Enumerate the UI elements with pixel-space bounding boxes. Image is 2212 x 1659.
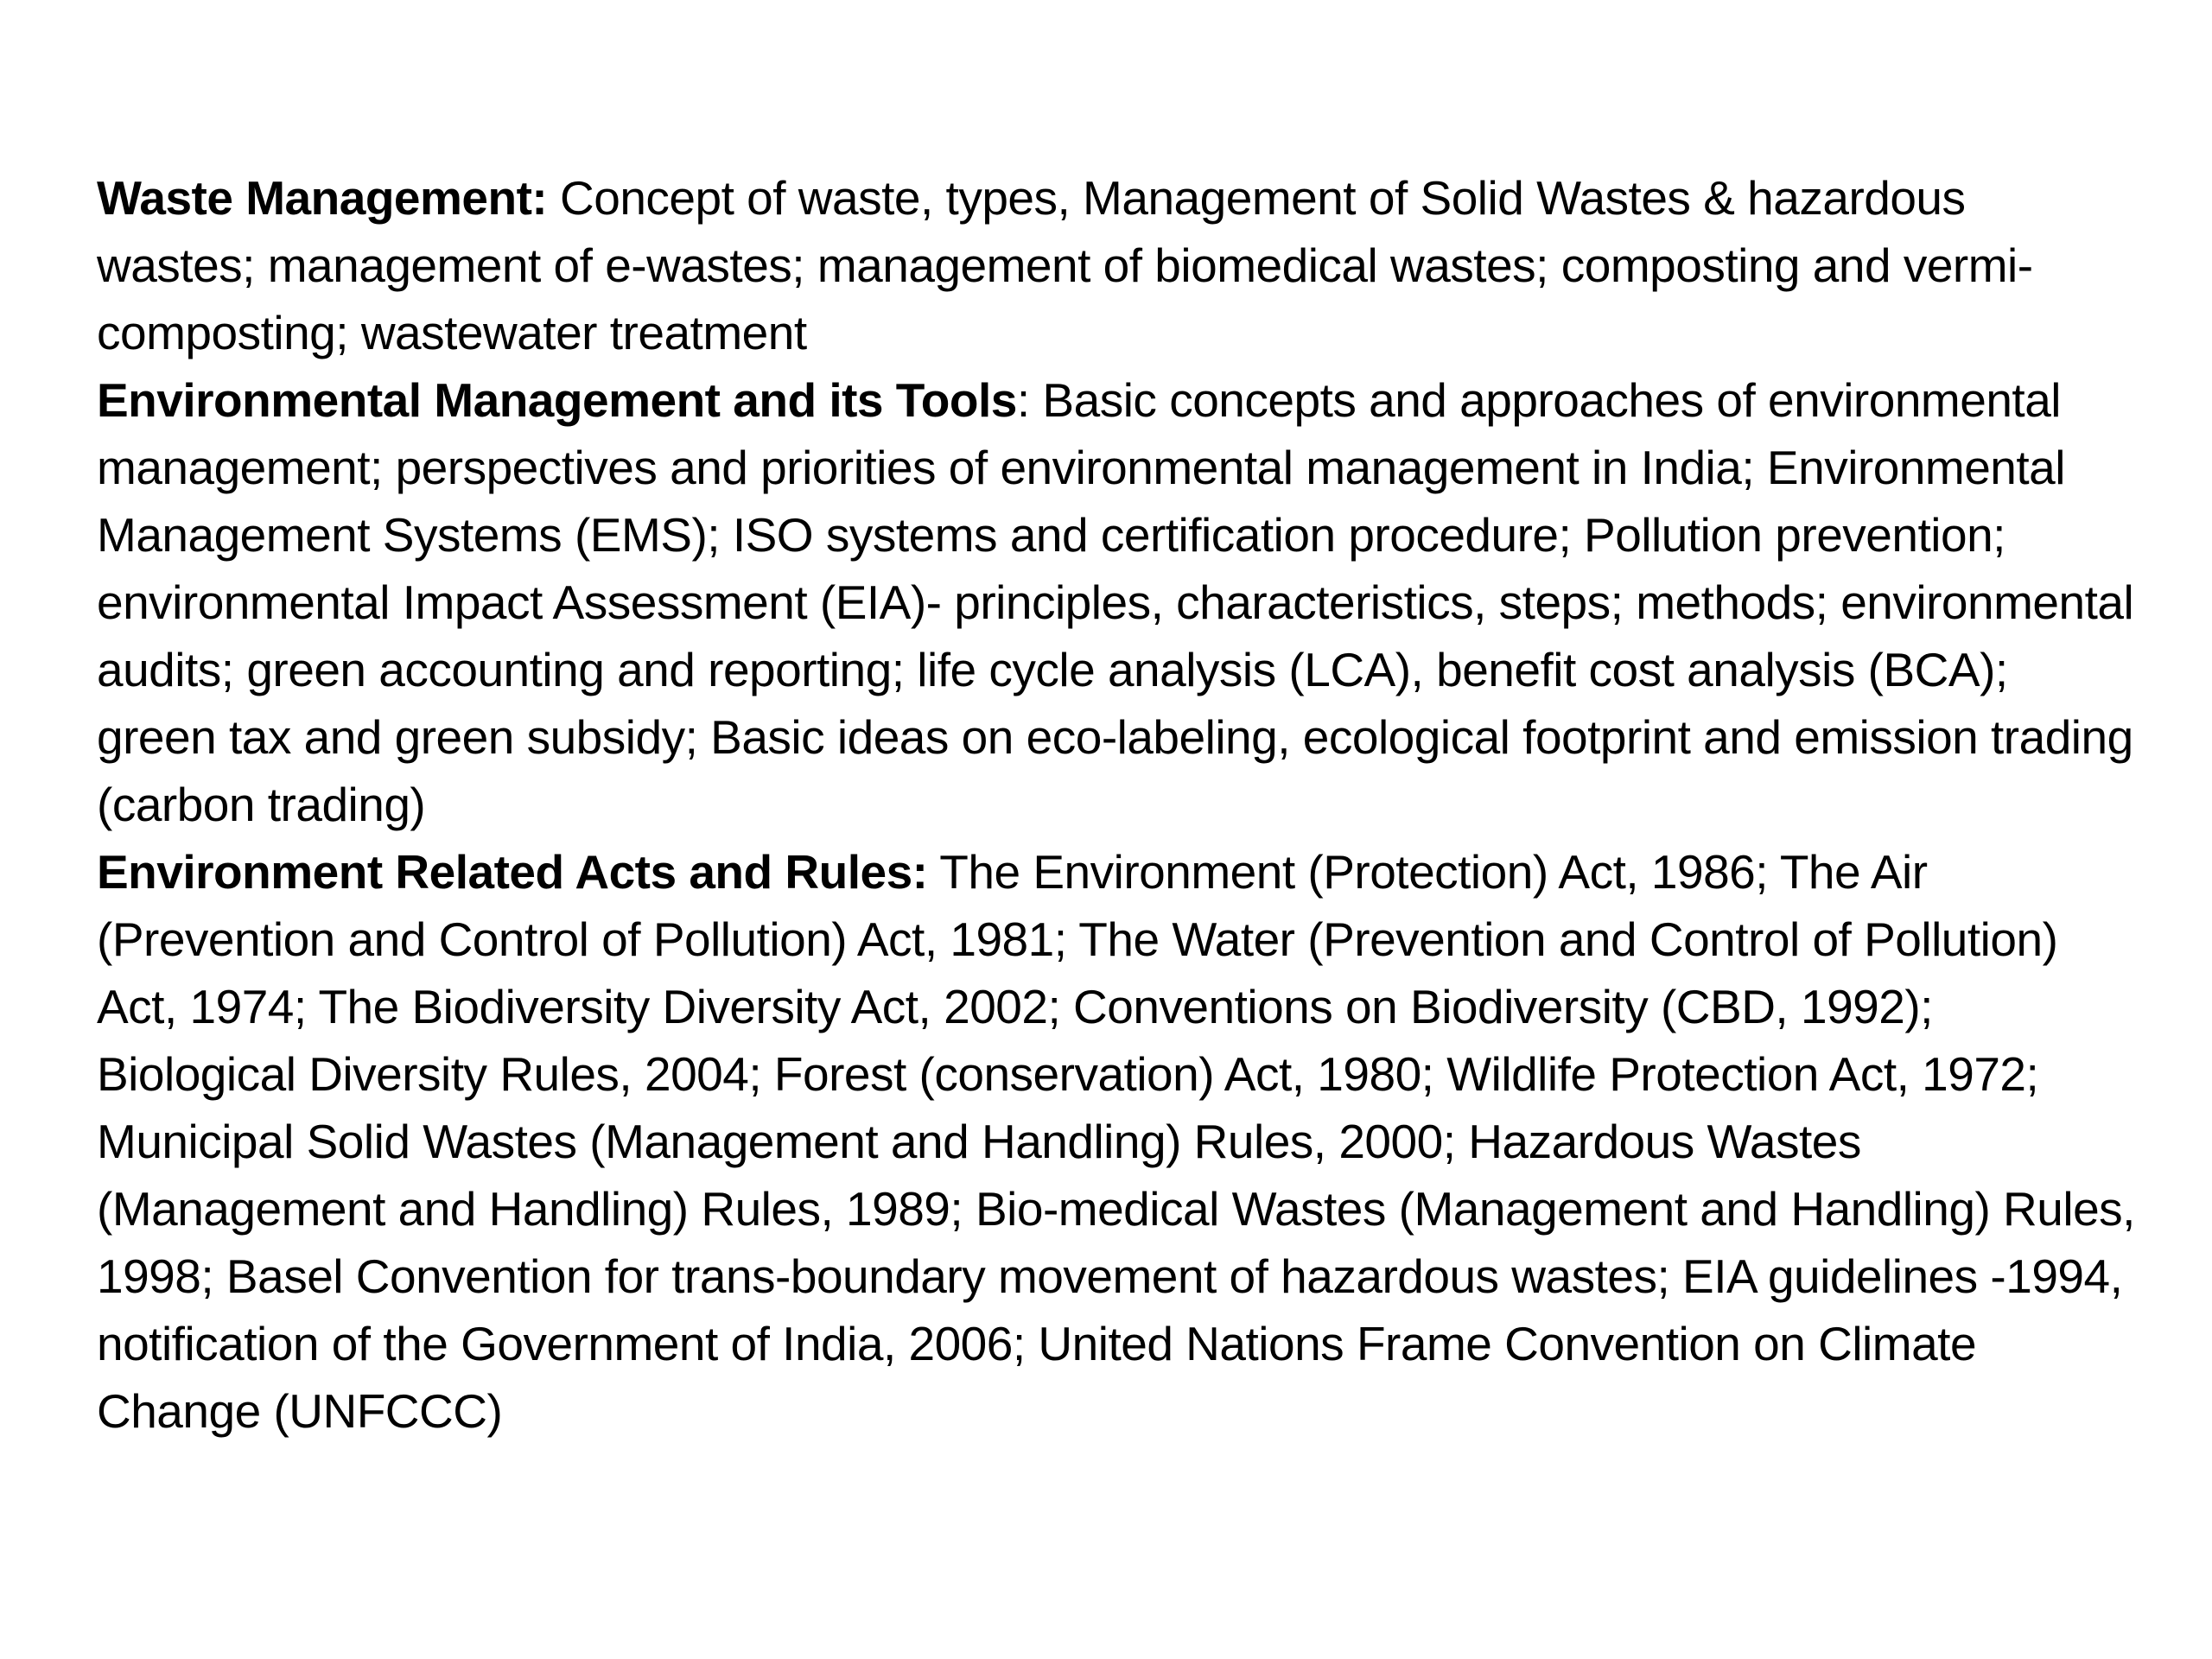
section-body: Concept of waste, types, Management of Solid Wastes & hazardous wastes; management of e-wastes; management of biomedical wastes; composting and vermi-composting; wastewater treatment [97, 171, 2033, 359]
section-heading: Waste Management: [97, 171, 548, 225]
section-heading: Environmental Management and its Tools [97, 373, 1017, 427]
section-environment-acts-rules [97, 838, 2136, 1445]
section-body: The Environment (Protection) Act, 1986; The Air (Prevention and Control of Pollution) Act, 1981; The Water (Prevention and Control of Pollution) Act, 1974; The Biodiversity Diversity Act, 2002; Conventions on Biodiversity (CBD, 1992); Biological Diversity Rules, 2004; Forest (conservation) Act, 1980; Wildlife Protection Act, 1972; Municipal Solid Wastes (Management and Handling) Rules, 2000; Hazardous Wastes (Management and Handling) Rules, 1989; Bio-medical Wastes (Management and Handling) Rules, 1998; Basel Convention for trans-boundary movement of hazardous wastes; EIA guidelines -1994, notification of the Government of India, 2006; United Nations Frame Convention on Climate Change (UNFCCC) [97, 845, 2135, 1438]
slide-content [97, 164, 2136, 1445]
section-body: : Basic concepts and approaches of environmental management; perspectives and priorities of environmental management in India; Environmental Management Systems (EMS); ISO systems and certification procedure; Pollution prevention; environmental Impact Assessment (EIA)- principles, characteristics, steps; methods; environmental audits; green accounting and reporting; life cycle analysis (LCA), benefit cost analysis (BCA); green tax and green subsidy; Basic ideas on eco-labeling, ecological footprint and emission trading (carbon trading) [97, 373, 2134, 831]
section-heading: Environment Related Acts and Rules: [97, 845, 928, 899]
section-environmental-management-tools [97, 366, 2136, 838]
section-waste-management [97, 164, 2136, 366]
